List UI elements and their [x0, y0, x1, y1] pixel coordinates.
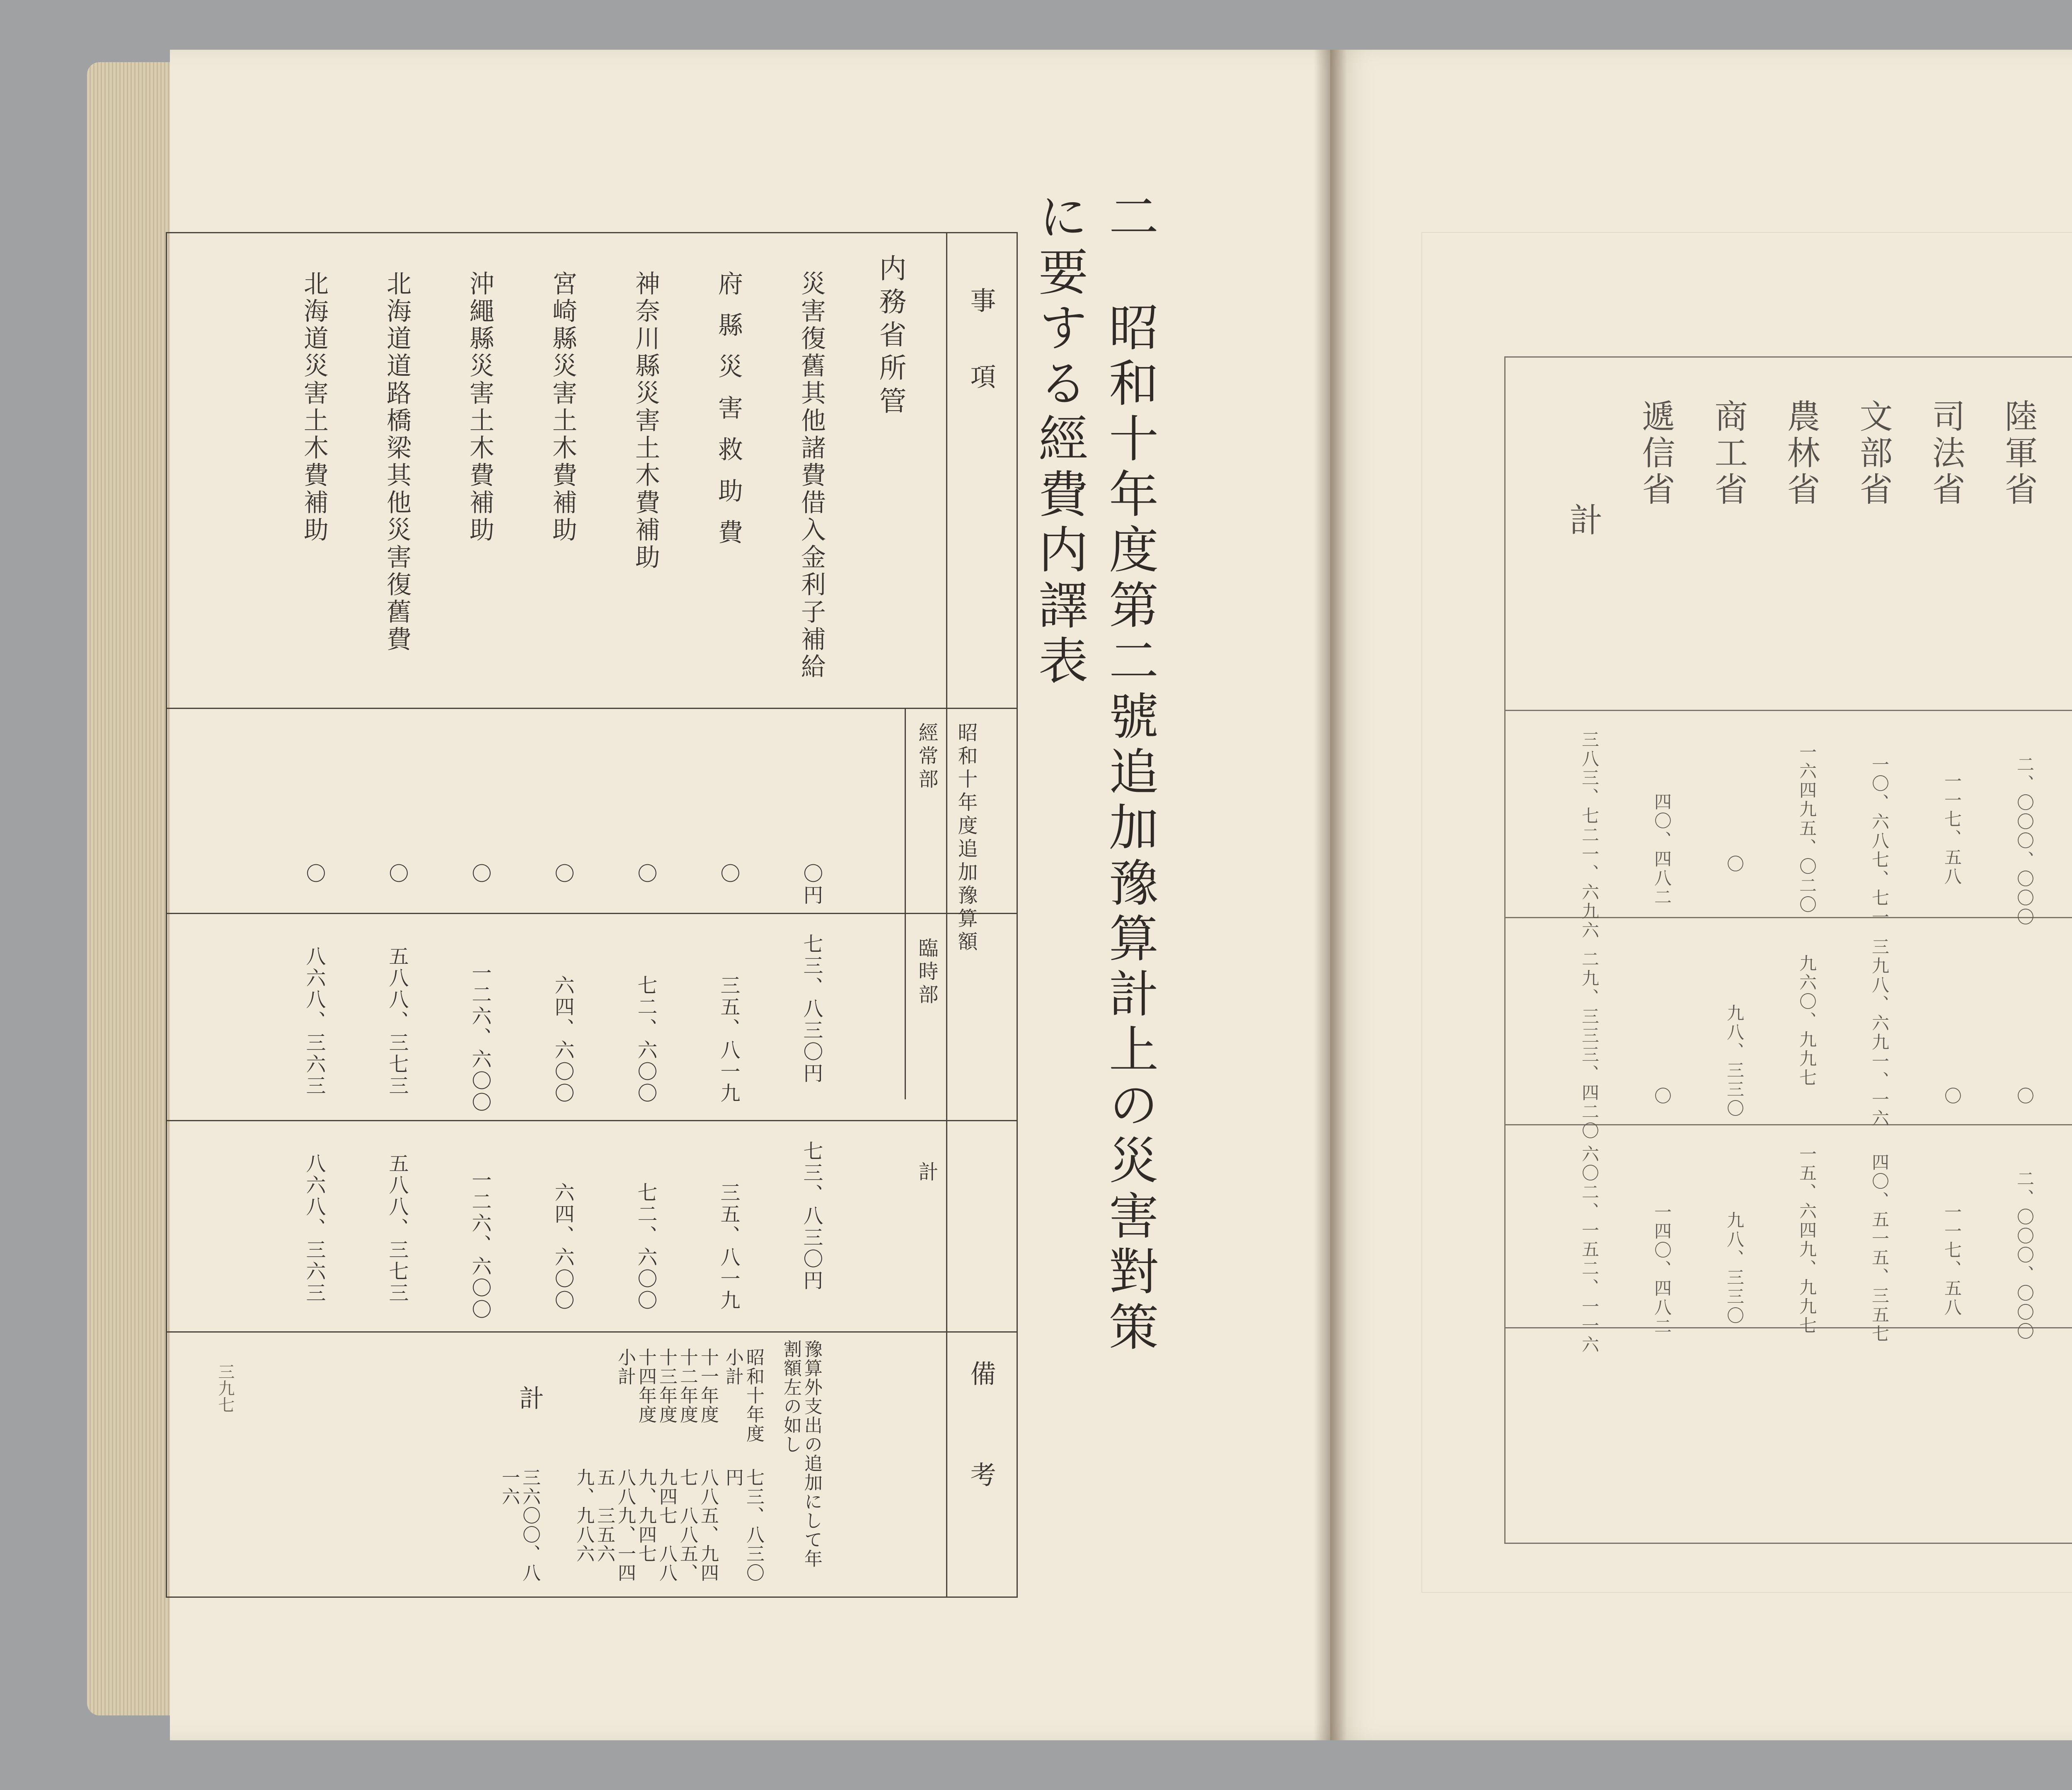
row-divider: [167, 1120, 1017, 1121]
kitei-value: 二、〇〇〇、〇〇〇: [2014, 755, 2035, 927]
rinji-value: 七二、六〇〇: [634, 975, 657, 1104]
goukei-value: 一五、六四九、九九七: [1797, 1145, 1817, 1335]
goukei-value: 一一七、五八: [1942, 1203, 1962, 1317]
keijou-value: 〇: [551, 863, 574, 885]
item-name: 災害復舊其他諸費借入金利子補給: [797, 271, 826, 681]
header-bikou: 備 考: [966, 1360, 996, 1512]
rinji-value: 五八八、三七三: [385, 946, 409, 1097]
keijou-value: 〇円: [800, 863, 823, 906]
kitei-value: 四〇、四八二: [1652, 793, 1672, 907]
rinji-value: 七三、八三〇円: [800, 934, 823, 1084]
left-page-number: 三九七: [215, 1363, 235, 1413]
kei-value: 八六八、三六三: [303, 1153, 326, 1304]
note-values2: 八八五、九四七 八八五、九四七 八八九、九四七 八八九、一四五 三五六九、九八六: [573, 1468, 719, 1582]
kei-value: 一二六、六〇〇: [468, 1170, 491, 1321]
shinki-value: 二九、三三三、四二〇: [1579, 950, 1600, 1141]
keijou-value: 〇: [303, 863, 326, 885]
note-col1: 昭和十年度 小計: [722, 1348, 764, 1462]
shinki-value: 〇: [1942, 1087, 1962, 1106]
keijou-value: 〇: [385, 863, 409, 885]
note-col3: 計: [515, 1385, 544, 1411]
kei-value: 七二、六〇〇: [634, 1182, 657, 1311]
rinji-value: 三五、八一九: [717, 975, 740, 1104]
keijou-value: 〇: [468, 863, 491, 885]
kei-value: 六四、六〇〇: [551, 1182, 574, 1311]
ministry-name: 陸軍省: [1999, 399, 2038, 508]
header-amount-group: 昭和十年度追加豫算額: [954, 722, 978, 954]
header-kei: 計: [915, 1161, 938, 1185]
row-divider: [167, 1331, 1017, 1333]
shinki-value: 〇: [1652, 1087, 1672, 1106]
rinji-value: 一二六、六〇〇: [468, 963, 491, 1113]
item-name: 北海道道路橋梁其他災害復舊費: [382, 271, 411, 653]
ministry-name: 文部省: [1854, 399, 1893, 508]
book-gutter: [1314, 50, 1347, 1740]
note-heading: 豫算外支出の追加にして年割額左の如し: [780, 1340, 822, 1568]
kitei-value: 〇: [1724, 855, 1745, 874]
header-keijou: 經常部: [915, 722, 938, 792]
ministry-name: 商工省: [1709, 399, 1748, 508]
goukei-value: 六〇二、一五二、一一六: [1579, 1145, 1600, 1355]
left-table: [166, 232, 1018, 1598]
kitei-value: 三八三、七二一、六九六: [1579, 731, 1600, 940]
note-values3: 三六〇〇、八一六: [499, 1468, 540, 1582]
kei-value: 三五、八一九: [717, 1182, 740, 1311]
ministry-name: 計: [1564, 503, 1602, 539]
header-rinji: 臨時部: [915, 938, 938, 1007]
note-values1: 七三、八三〇円: [722, 1468, 764, 1582]
goukei-value: 一四〇、四八二: [1652, 1203, 1672, 1336]
ministry-name: 司法省: [1927, 399, 1965, 508]
item-name: 府縣災害救助費: [714, 271, 743, 561]
kei-value: 七三、八三〇円: [800, 1141, 823, 1292]
kitei-value: 一六四九五、〇二〇: [1797, 743, 1817, 914]
item-name: 沖繩縣災害土木費補助: [465, 271, 494, 544]
goukei-value: 九八、三三〇: [1724, 1211, 1745, 1326]
shinki-value: 九六〇、九九七: [1797, 954, 1817, 1088]
rinji-value: 六四、六〇〇: [551, 975, 574, 1104]
header-jikou: 事 項: [966, 287, 996, 402]
ministry-name: 農林省: [1782, 399, 1820, 508]
ministry-name: 遞信省: [1636, 399, 1675, 508]
rinji-value: 八六八、三六三: [303, 946, 326, 1097]
goukei-value: 四〇、五一五、三五七: [1869, 1153, 1890, 1344]
goukei-value: 二、〇〇〇、〇〇〇: [2014, 1170, 2035, 1341]
keijou-value: 〇: [634, 863, 657, 885]
kitei-value: 一〇、六八七、七一: [1869, 755, 1890, 927]
kitei-value: 一一七、五八: [1942, 772, 1962, 886]
item-name: 北海道災害土木費補助: [300, 271, 329, 544]
section-title: 内務省所管: [874, 254, 906, 420]
sub-header-divider: [905, 708, 906, 1099]
item-name: 宮崎縣災害土木費補助: [548, 271, 577, 544]
row-divider: [167, 708, 1017, 709]
note-col2: 十一年度 十二年度 十三年度 十四年度 小計: [615, 1348, 719, 1443]
item-name: 神奈川縣災害土木費補助: [631, 271, 660, 571]
header-column-divider: [946, 233, 947, 1596]
keijou-value: 〇: [717, 863, 740, 885]
left-page-title: 二 昭和十年度第二號追加豫算計上の災害對策に要する經費内譯表: [1030, 191, 1158, 1357]
row-divider: [1506, 710, 2072, 711]
shinki-value: 〇: [2014, 1087, 2035, 1106]
kei-value: 五八八、三七三: [385, 1153, 409, 1304]
right-table: [1504, 356, 2072, 1544]
shinki-value: 九八、三三〇: [1724, 1004, 1745, 1118]
row-divider: [167, 913, 1017, 914]
shinki-value: 三九八、六九一、一六: [1869, 938, 1890, 1128]
